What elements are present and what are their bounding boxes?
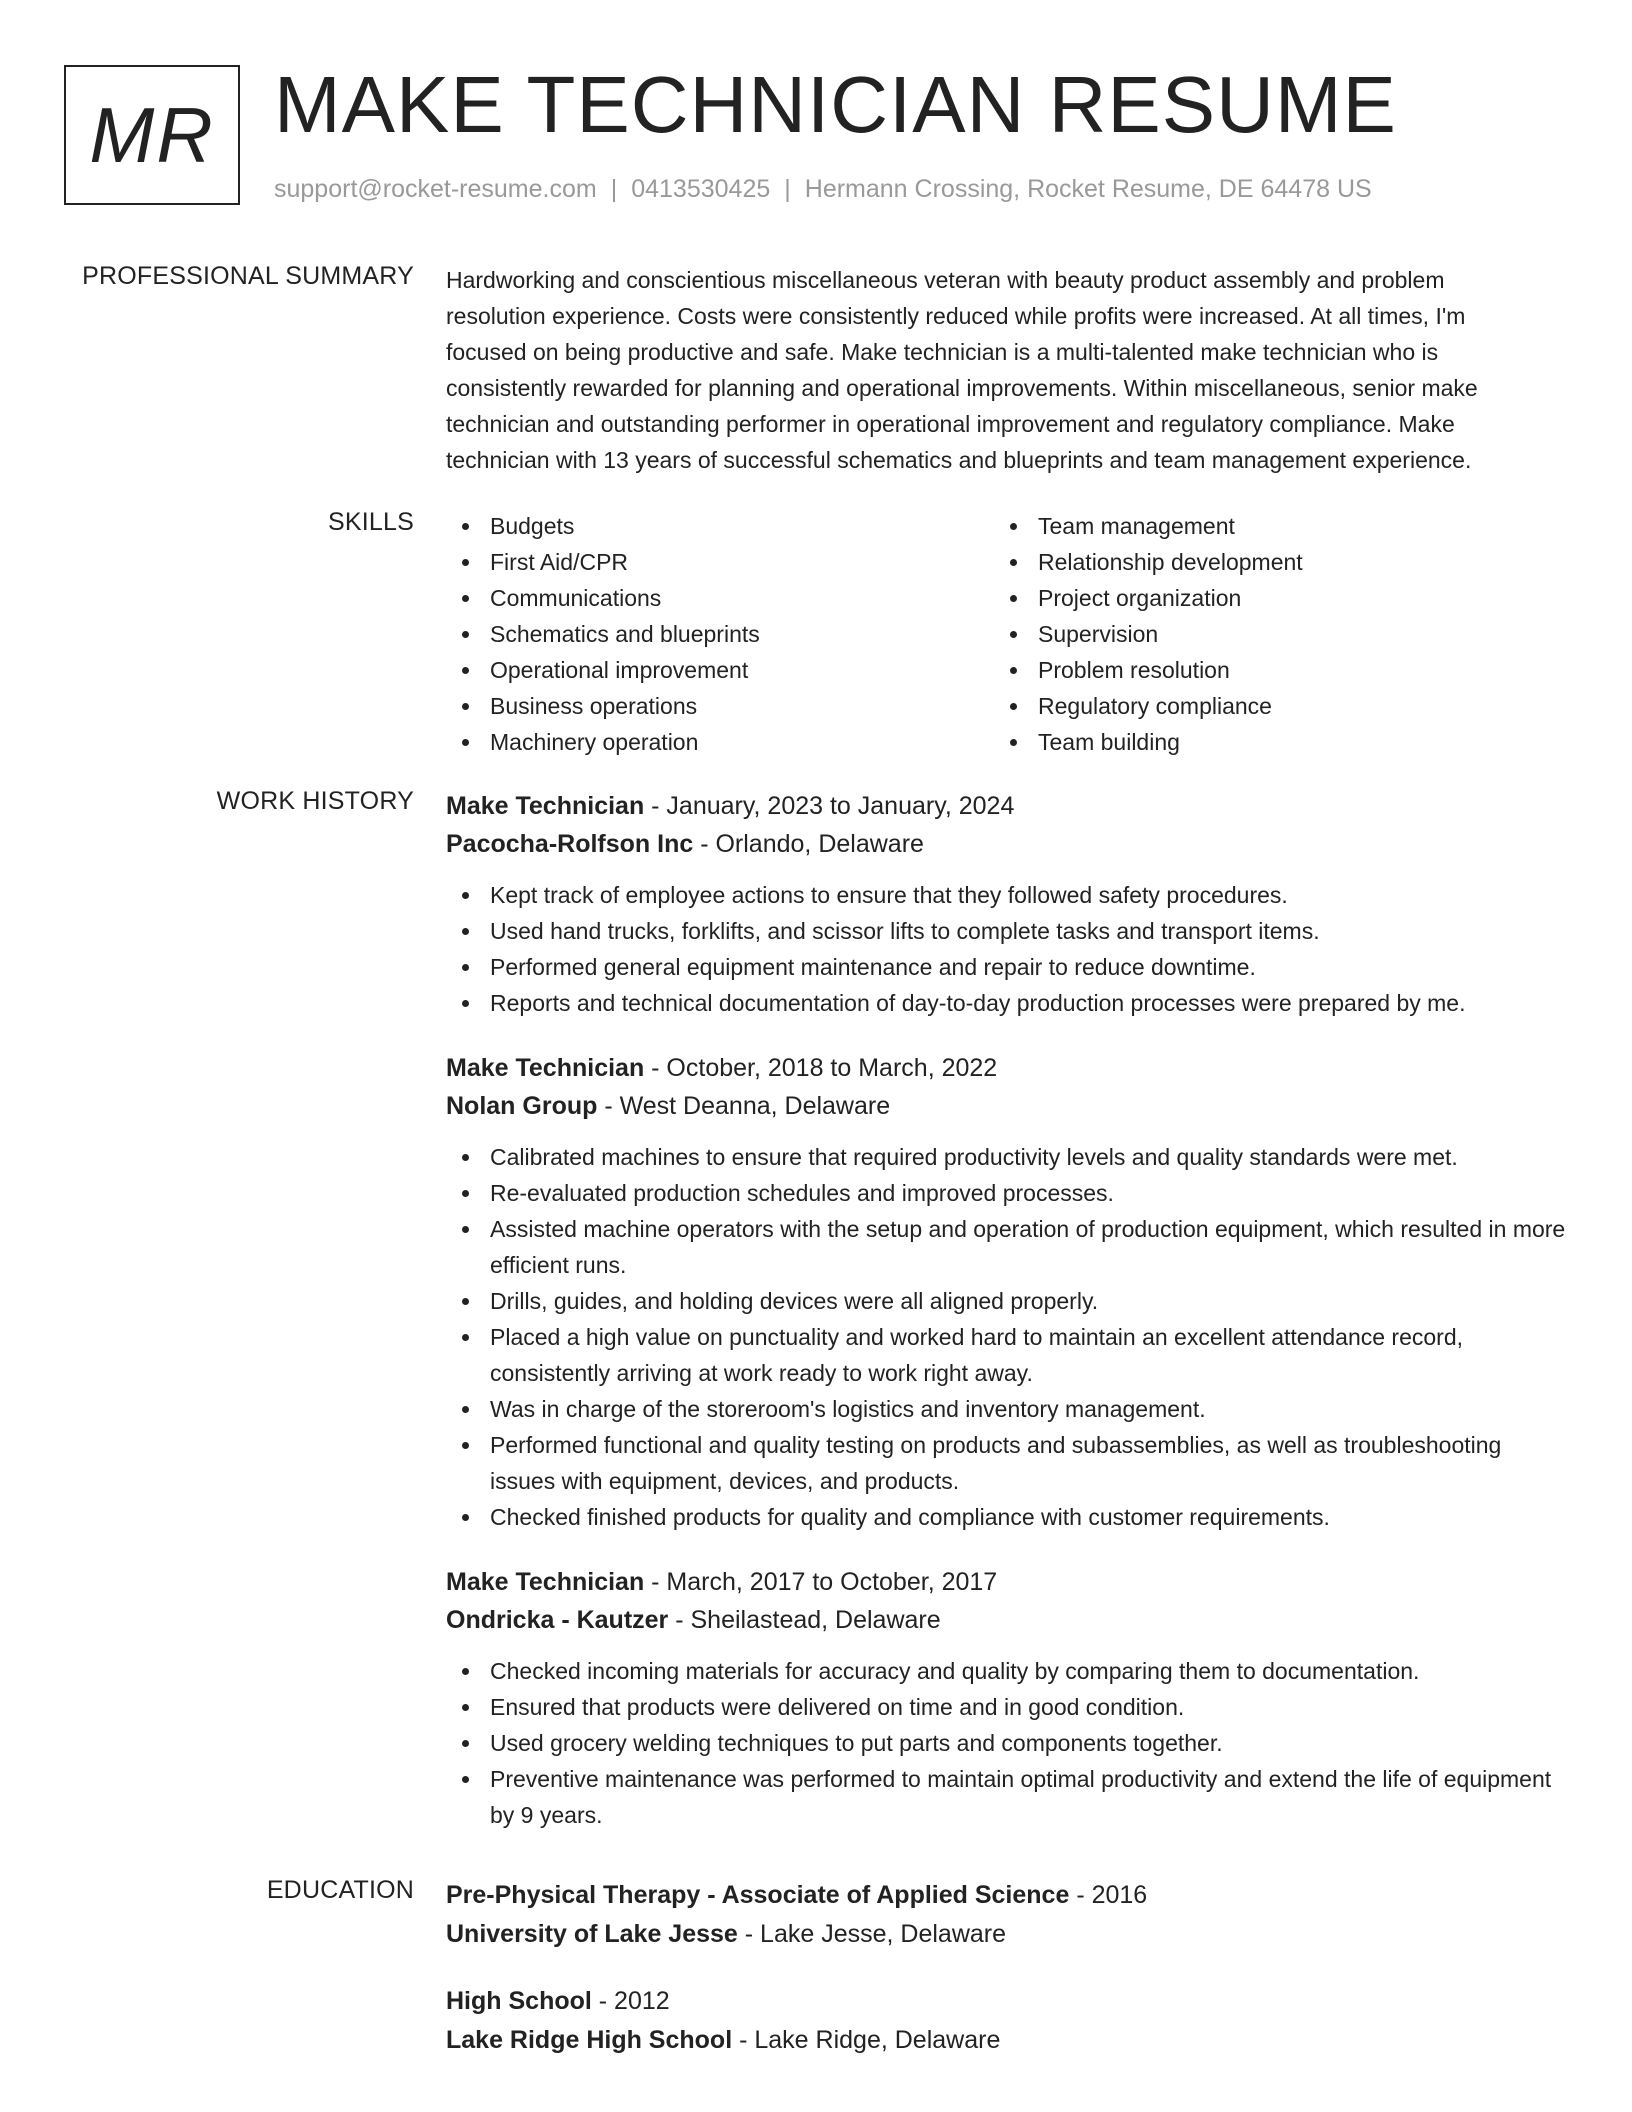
education-degree: Pre-Physical Therapy - Associate of Applied Science — [446, 1881, 1070, 1909]
skill-item: Team management — [1038, 508, 1558, 544]
skill-item: First Aid/CPR — [490, 544, 990, 580]
job-entry — [446, 1049, 1566, 1535]
contact-line — [274, 175, 1372, 204]
job-dates: - January, 2023 to January, 2024 — [644, 792, 1015, 820]
job-company-line — [446, 1601, 1566, 1639]
job-company: Nolan Group — [446, 1092, 598, 1120]
education-degree-line — [446, 1982, 1566, 2021]
skill-item: Problem resolution — [1038, 652, 1558, 688]
job-bullet: Drills, guides, and holding devices were all aligned properly. — [490, 1283, 1566, 1319]
summary-body — [446, 262, 1566, 478]
job-bullet: Performed functional and quality testing on products and subassemblies, as well as troubleshooting issues with equipment, devices, and products. — [490, 1427, 1566, 1499]
skill-item: Relationship development — [1038, 544, 1558, 580]
job-bullet: Checked finished products for quality and compliance with customer requirements. — [490, 1499, 1566, 1535]
contact-phone[interactable]: 0413530425 — [631, 175, 771, 203]
education-school-line — [446, 1915, 1566, 1954]
education-entry — [446, 1876, 1566, 1954]
job-title-line — [446, 1049, 1566, 1087]
skills-column — [446, 508, 990, 760]
skill-item: Supervision — [1038, 616, 1558, 652]
summary-line: resolution experience. Costs were consistently reduced while profits were increased. At all times, I'm — [446, 303, 1466, 329]
job-location: - West Deanna, Delaware — [597, 1092, 891, 1120]
education-entry — [446, 1982, 1566, 2060]
job-bullet: Calibrated machines to ensure that required productivity levels and quality standards were met. — [490, 1139, 1566, 1175]
job-bullets — [446, 1139, 1566, 1535]
job-bullet: Ensured that products were delivered on time and in good condition. — [490, 1689, 1566, 1725]
skill-item: Schematics and blueprints — [490, 616, 990, 652]
job-title-line — [446, 1563, 1566, 1601]
education-school-line — [446, 2021, 1566, 2060]
section-label: PROFESSIONAL SUMMARY — [82, 262, 414, 290]
skill-item: Project organization — [1038, 580, 1558, 616]
work-history-body — [446, 787, 1566, 1861]
section-label: SKILLS — [328, 508, 414, 536]
section-label: EDUCATION — [266, 1876, 414, 1904]
summary-line: technician with 13 years of successful schematics and blueprints and team management experience. — [446, 447, 1472, 473]
job-title-line — [446, 787, 1566, 825]
summary-line: technician and outstanding performer in operational improvement and regulatory compliance. Make — [446, 411, 1455, 437]
job-bullet: Performed general equipment maintenance and repair to reduce downtime. — [490, 949, 1566, 985]
job-entry — [446, 1563, 1566, 1833]
job-bullet: Re-evaluated production schedules and improved processes. — [490, 1175, 1566, 1211]
job-bullet: Checked incoming materials for accuracy and quality by comparing them to documentation. — [490, 1653, 1566, 1689]
education-year: - 2012 — [591, 1987, 670, 2015]
education-location: - Lake Ridge, Delaware — [732, 2026, 1001, 2054]
education-location: - Lake Jesse, Delaware — [737, 1920, 1007, 1948]
resume-title: MAKE TECHNICIAN RESUME — [274, 60, 1397, 149]
job-bullet: Reports and technical documentation of day-to-day production processes were prepared by me. — [490, 985, 1566, 1021]
skill-item: Business operations — [490, 688, 990, 724]
contact-email[interactable]: support@rocket-resume.com — [274, 175, 597, 203]
education-degree: High School — [446, 1987, 592, 2015]
job-bullet: Kept track of employee actions to ensure that they followed safety procedures. — [490, 877, 1566, 913]
contact-separator: | — [784, 175, 791, 203]
job-company-line — [446, 825, 1566, 863]
education-degree-line — [446, 1876, 1566, 1915]
job-dates: - October, 2018 to March, 2022 — [644, 1054, 998, 1082]
education-year: - 2016 — [1069, 1881, 1148, 1909]
job-dates: - March, 2017 to October, 2017 — [644, 1568, 998, 1596]
summary-line: focused on being productive and safe. Make technician is a multi-talented make technician who is — [446, 339, 1439, 365]
job-bullets — [446, 1653, 1566, 1833]
skill-item: Communications — [490, 580, 990, 616]
skill-item: Regulatory compliance — [1038, 688, 1558, 724]
skill-item: Operational improvement — [490, 652, 990, 688]
job-title: Make Technician — [446, 1568, 645, 1596]
summary-line: Hardworking and conscientious miscellaneous veteran with beauty product assembly and problem — [446, 267, 1445, 293]
job-title: Make Technician — [446, 1054, 645, 1082]
contact-address: Hermann Crossing, Rocket Resume, DE 64478 US — [804, 175, 1372, 203]
education-body — [446, 1876, 1566, 2088]
contact-separator: | — [610, 175, 618, 203]
job-company-line — [446, 1087, 1566, 1125]
job-bullet: Was in charge of the storeroom's logistics and inventory management. — [490, 1391, 1566, 1427]
education-school: Lake Ridge High School — [446, 2026, 733, 2054]
resume-header — [64, 60, 1564, 215]
job-title: Make Technician — [446, 792, 645, 820]
job-bullet: Assisted machine operators with the setup and operation of production equipment, which resulted in more efficient runs. — [490, 1211, 1566, 1283]
job-bullet: Used hand trucks, forklifts, and scissor lifts to complete tasks and transport items. — [490, 913, 1566, 949]
job-location: - Orlando, Delaware — [693, 830, 924, 858]
job-bullet: Preventive maintenance was performed to maintain optimal productivity and extend the life of equipment by 9 years. — [490, 1761, 1566, 1833]
job-bullets — [446, 877, 1566, 1021]
job-location: - Sheilastead, Delaware — [668, 1606, 941, 1634]
education-school: University of Lake Jesse — [446, 1920, 738, 1948]
skill-item: Budgets — [490, 508, 990, 544]
monogram-badge: MR — [64, 65, 240, 205]
job-bullet: Used grocery welding techniques to put parts and components together. — [490, 1725, 1566, 1761]
job-company: Ondricka - Kautzer — [446, 1606, 669, 1634]
skill-item: Team building — [1038, 724, 1558, 760]
skills-list — [446, 508, 1566, 760]
job-company: Pacocha-Rolfson Inc — [446, 830, 694, 858]
job-entry — [446, 787, 1566, 1021]
skills-column — [990, 508, 1558, 760]
skill-item: Machinery operation — [490, 724, 990, 760]
summary-line: consistently rewarded for planning and operational improvements. Within miscellaneous, senior make — [446, 375, 1478, 401]
job-bullet: Placed a high value on punctuality and worked hard to maintain an excellent attendance record, consistently arriving at work ready to work right away. — [490, 1319, 1566, 1391]
section-label: WORK HISTORY — [216, 787, 414, 815]
